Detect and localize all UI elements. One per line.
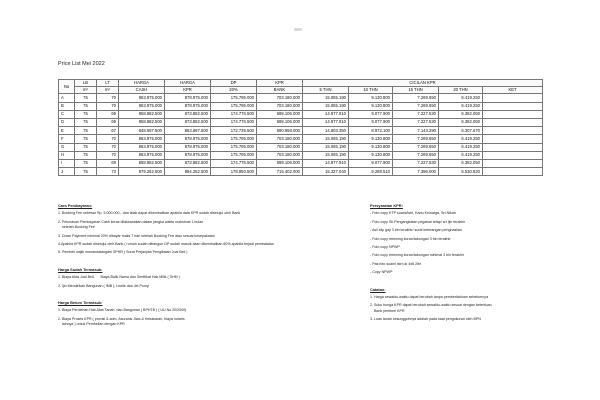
page-title: Price List Mei 2022 (58, 61, 105, 67)
cell-15thn: 7.396.000 (393, 168, 439, 176)
subheader-10thn: 10 THN (349, 87, 393, 94)
cell-no: H (59, 151, 75, 159)
persyaratan-item: - Asli slip gaji 3 bln terakhir/ surat keterangan penghasilan (370, 228, 462, 233)
cell-20thn: 6.419.250 (439, 94, 483, 102)
catatan-item: 3. Luas tanah sesungguhnya adalah pada saat pengukuran oleh BPN (370, 317, 481, 322)
belum-item: 1. Biaya Perolehan Hak Atas Tanah dan Bangunan ( BPHTB ) ( UU No 20/2000) (58, 308, 187, 313)
subheader-5thn: 5 THN (303, 87, 349, 94)
table-row (59, 151, 543, 159)
cell-lb: 75 (75, 159, 97, 167)
cell-dp: 175.795.000 (211, 135, 257, 143)
cara-item: 4.Apabila KPR sudah disetujui oleh Bank ( rumah sudah dibangun DP sudah masuk akan dikembalikan 80% apabila terjadi pembatalan (58, 242, 274, 247)
cell-dp: 174.776.500 (211, 118, 257, 126)
header-no: No (59, 80, 75, 94)
cell-dp: 172.739.500 (211, 127, 257, 135)
termasuk-item: 1. Biaya Akta Jual Beli, Biaya Balik Nama dan Sertifikat Hak Milik ( SHM ) (58, 275, 180, 280)
cell-cash: 858.882.500 (119, 110, 165, 118)
cell-no: C (59, 110, 75, 118)
header-dp: DP (211, 80, 257, 87)
belum-item: 2. Biaya Proses KPR ( provisi & adm, Asuransi Jiwa & Kebakaran, biaya notaris (58, 316, 185, 321)
belum-item: lainnya ) untuk Pembelian dengan KPR (58, 322, 125, 327)
cell-dp: 175.795.000 (211, 151, 257, 159)
table-row (59, 168, 543, 176)
cell-bank: 715.402.000 (257, 168, 303, 176)
cell-5thn: 15.065.190 (303, 151, 349, 159)
cell-15thn: 7.269.650 (393, 151, 439, 159)
cell-lb: 75 (75, 118, 97, 126)
cell-kpr: 878.975.000 (165, 143, 211, 151)
cell-15thn: 7.227.530 (393, 159, 439, 167)
subheader-bank: BANK (257, 87, 303, 94)
notes-left (58, 203, 358, 331)
cell-bank: 699.106.000 (257, 110, 303, 118)
persyaratan-item: - Pas foto suami istri uk 4x6 2lbr (370, 261, 422, 266)
cell-bank: 699.106.000 (257, 118, 303, 126)
cell-15thn: 7.143.290 (393, 127, 439, 135)
cell-lt: 69 (97, 110, 119, 118)
cell-10thn: 9.077.900 (349, 110, 393, 118)
cell-lb: 75 (75, 94, 97, 102)
cell-20thn: 6.419.250 (439, 102, 483, 110)
cell-5thn: 15.065.190 (303, 143, 349, 151)
table-row (59, 118, 543, 126)
table-row (59, 127, 543, 135)
cell-lt: 69 (97, 118, 119, 126)
cell-10thn: 9.130.800 (349, 135, 393, 143)
cell-lt: 73 (97, 168, 119, 176)
cell-lb: 75 (75, 102, 97, 110)
cell-bank: 703.180.000 (257, 102, 303, 110)
cell-15thn: 7.269.650 (393, 135, 439, 143)
cell-no: G (59, 143, 75, 151)
subheader-lb-unit: m² (75, 87, 97, 94)
cell-10thn: 9.289.510 (349, 168, 393, 176)
cell-lb: 75 (75, 135, 97, 143)
header-kpr: KPR (257, 80, 303, 87)
cell-ket (483, 94, 543, 102)
cell-ket (483, 143, 543, 151)
cell-5thn: 15.065.190 (303, 135, 349, 143)
cell-cash: 879.252.500 (119, 168, 165, 176)
cell-cash: 858.882.500 (119, 159, 165, 167)
cell-10thn: 9.130.800 (349, 94, 393, 102)
cara-item: 5. Pembeli wajib menandatangani SPHR ( Surat Perjanjian Pengikatan Jual Beli ) (58, 250, 188, 255)
header-lt: LT (97, 80, 119, 87)
cell-lb: 75 (75, 127, 97, 135)
cell-10thn: 9.077.900 (349, 159, 393, 167)
cell-kpr: 873.882.500 (165, 159, 211, 167)
window-handle (294, 28, 302, 31)
cell-kpr: 878.975.000 (165, 94, 211, 102)
cell-lt: 70 (97, 143, 119, 151)
table-row (59, 143, 543, 151)
cell-dp: 174.776.500 (211, 110, 257, 118)
subheader-20thn: 20 THN (439, 87, 483, 94)
cell-no: D (59, 118, 75, 126)
cell-20thn: 6.419.250 (439, 143, 483, 151)
cell-lb: 75 (75, 168, 97, 176)
persyaratan-kpr-heading: Persyaratan KPR: (370, 203, 403, 208)
cell-lb: 75 (75, 110, 97, 118)
cell-lt: 70 (97, 102, 119, 110)
cell-cash: 863.975.000 (119, 102, 165, 110)
cell-bank: 703.180.000 (257, 94, 303, 102)
cell-no: A (59, 94, 75, 102)
persyaratan-item: - Copy NPWP (370, 270, 393, 275)
cell-ket (483, 168, 543, 176)
catatan-item: Bank pemberi KPR (370, 308, 405, 313)
cell-20thn: 6.419.250 (439, 151, 483, 159)
cell-ket (483, 127, 543, 135)
cell-kpr: 873.882.500 (165, 110, 211, 118)
cell-20thn: 6.382.050 (439, 159, 483, 167)
cell-ket (483, 135, 543, 143)
cell-lt: 70 (97, 135, 119, 143)
cell-cash: 863.975.000 (119, 151, 165, 159)
cell-5thn: 15.065.190 (303, 94, 349, 102)
cell-20thn: 6.307.670 (439, 127, 483, 135)
cell-5thn: 14.803.350 (303, 127, 349, 135)
cell-kpr: 878.975.000 (165, 151, 211, 159)
cell-ket (483, 118, 543, 126)
cell-dp: 174.776.500 (211, 159, 257, 167)
catatan-heading: Catatan: (370, 286, 386, 292)
cell-no: J (59, 168, 75, 176)
header-harga-cash: HARGA (119, 80, 165, 87)
cell-ket (483, 102, 543, 110)
cell-ket (483, 110, 543, 118)
cara-item: 1. Booking Fee sebesar Rp. 5.000.000,- dan tidak dapat dikembalikan apabila data KPR sudah disetujui oleh Bank (58, 211, 241, 216)
cara-pembayaran-heading: Cara Pembayaran: (58, 203, 93, 208)
cell-bank: 690.958.000 (257, 127, 303, 135)
persyaratan-item: - Foto copy NPWP (370, 245, 400, 250)
table-row (59, 102, 543, 110)
cell-lt: 69 (97, 159, 119, 167)
cell-lt: 67 (97, 127, 119, 135)
cell-10thn: 9.130.800 (349, 151, 393, 159)
cara-item: setelah Booking Fee (58, 225, 95, 230)
cell-5thn: 15.327.040 (303, 168, 349, 176)
cell-10thn: 8.972.100 (349, 127, 393, 135)
cell-dp: 175.795.000 (211, 143, 257, 151)
cell-20thn: 6.530.820 (439, 168, 483, 176)
cell-ket (483, 159, 543, 167)
cell-bank: 703.180.000 (257, 151, 303, 159)
header-lb: LB (75, 80, 97, 87)
harga-termasuk-heading: Harga Sudah Termasuk: (58, 266, 103, 272)
cell-15thn: 7.269.650 (393, 143, 439, 151)
cell-no: B (59, 102, 75, 110)
cell-15thn: 7.269.650 (393, 94, 439, 102)
cell-no: F (59, 135, 75, 143)
cell-20thn: 6.382.050 (439, 110, 483, 118)
cell-dp: 175.795.000 (211, 94, 257, 102)
cell-15thn: 7.269.650 (393, 102, 439, 110)
cell-dp: 178.850.500 (211, 168, 257, 176)
price-table (58, 79, 543, 176)
catatan-item: 1. Harga sewaktu-waktu dapat berubah tanpa pemberitahuan sebelumnya (370, 295, 489, 300)
harga-belum-termasuk-heading: Harga Belum Termasuk: (58, 300, 103, 306)
cell-10thn: 9.130.800 (349, 102, 393, 110)
cell-5thn: 14.977.910 (303, 110, 349, 118)
header-cicilan: CICILAN KPR (303, 80, 543, 87)
header-harga-kpr: HARGA (165, 80, 211, 87)
persyaratan-item: - Foto copy Sk Pengangkatan pegawai tetap/ srt Ijin terakhir (370, 219, 466, 224)
cell-5thn: 15.065.190 (303, 102, 349, 110)
cell-kpr: 894.252.500 (165, 168, 211, 176)
cell-5thn: 14.977.910 (303, 118, 349, 126)
cell-kpr: 878.975.000 (165, 102, 211, 110)
cell-cash: 863.975.000 (119, 94, 165, 102)
cell-bank: 703.180.000 (257, 143, 303, 151)
subheader-kpr: KPR (165, 87, 211, 94)
cell-lt: 70 (97, 94, 119, 102)
cell-cash: 863.975.000 (119, 143, 165, 151)
subheader-lt-unit: m² (97, 87, 119, 94)
subheader-ket: KET (483, 87, 543, 94)
cell-dp: 175.795.000 (211, 102, 257, 110)
cell-10thn: 9.130.800 (349, 143, 393, 151)
table-subheader-row (59, 87, 543, 94)
cell-lb: 75 (75, 143, 97, 151)
cell-20thn: 6.382.050 (439, 118, 483, 126)
cell-no: I (59, 159, 75, 167)
cell-ket (483, 151, 543, 159)
cell-kpr: 873.882.500 (165, 118, 211, 126)
cell-cash: 858.882.500 (119, 118, 165, 126)
catatan-item: 2. Suku bunga KPR dapat berubah sewaktu-waktu sesuai dengan ketentuan (370, 303, 492, 308)
table-row (59, 110, 543, 118)
cell-lt: 70 (97, 151, 119, 159)
cell-10thn: 9.077.900 (349, 118, 393, 126)
persyaratan-item: - Foto copy rekening koran/tabungan 3 bln terakhir (370, 236, 451, 241)
cell-15thn: 7.227.530 (393, 110, 439, 118)
cell-kpr: 878.975.000 (165, 135, 211, 143)
cell-no: E (59, 127, 75, 135)
termasuk-item: 2. Ijin Mendirikan Bangunan ( IMB ), Listrik dan Jet Pump (58, 283, 149, 288)
cara-item: 3. Down Payment minimal 20% dibayar maks 7 hari setelah Booking Fee atau sesuai kesepakatan (58, 233, 215, 238)
cell-lb: 75 (75, 151, 97, 159)
cell-15thn: 7.227.530 (393, 118, 439, 126)
persyaratan-item: - Foto copy KTP suami/istri, Kartu Keluarga, Srt Nikah (370, 211, 456, 216)
cell-5thn: 14.977.910 (303, 159, 349, 167)
table-row (59, 94, 543, 102)
cell-cash: 848.697.500 (119, 127, 165, 135)
subheader-15thn: 15 THN (393, 87, 439, 94)
table-row (59, 159, 543, 167)
cell-cash: 863.975.000 (119, 135, 165, 143)
cell-bank: 703.180.000 (257, 135, 303, 143)
table-header-row (59, 80, 543, 87)
cara-item: 2. Pelunasan Pembayaran Cash keras dilaksanakan dalam jangka waktu maksimal 1 bulan (58, 219, 204, 224)
cell-kpr: 863.697.500 (165, 127, 211, 135)
table-row (59, 135, 543, 143)
subheader-cash: CASH (119, 87, 165, 94)
cell-20thn: 6.419.250 (439, 135, 483, 143)
cell-bank: 699.106.000 (257, 159, 303, 167)
persyaratan-item: - Foto copy rekening koran/tabungan minimal 3 bln terakhir (370, 253, 464, 258)
notes-right (370, 203, 545, 326)
subheader-dp-percent: 20% (211, 87, 257, 94)
